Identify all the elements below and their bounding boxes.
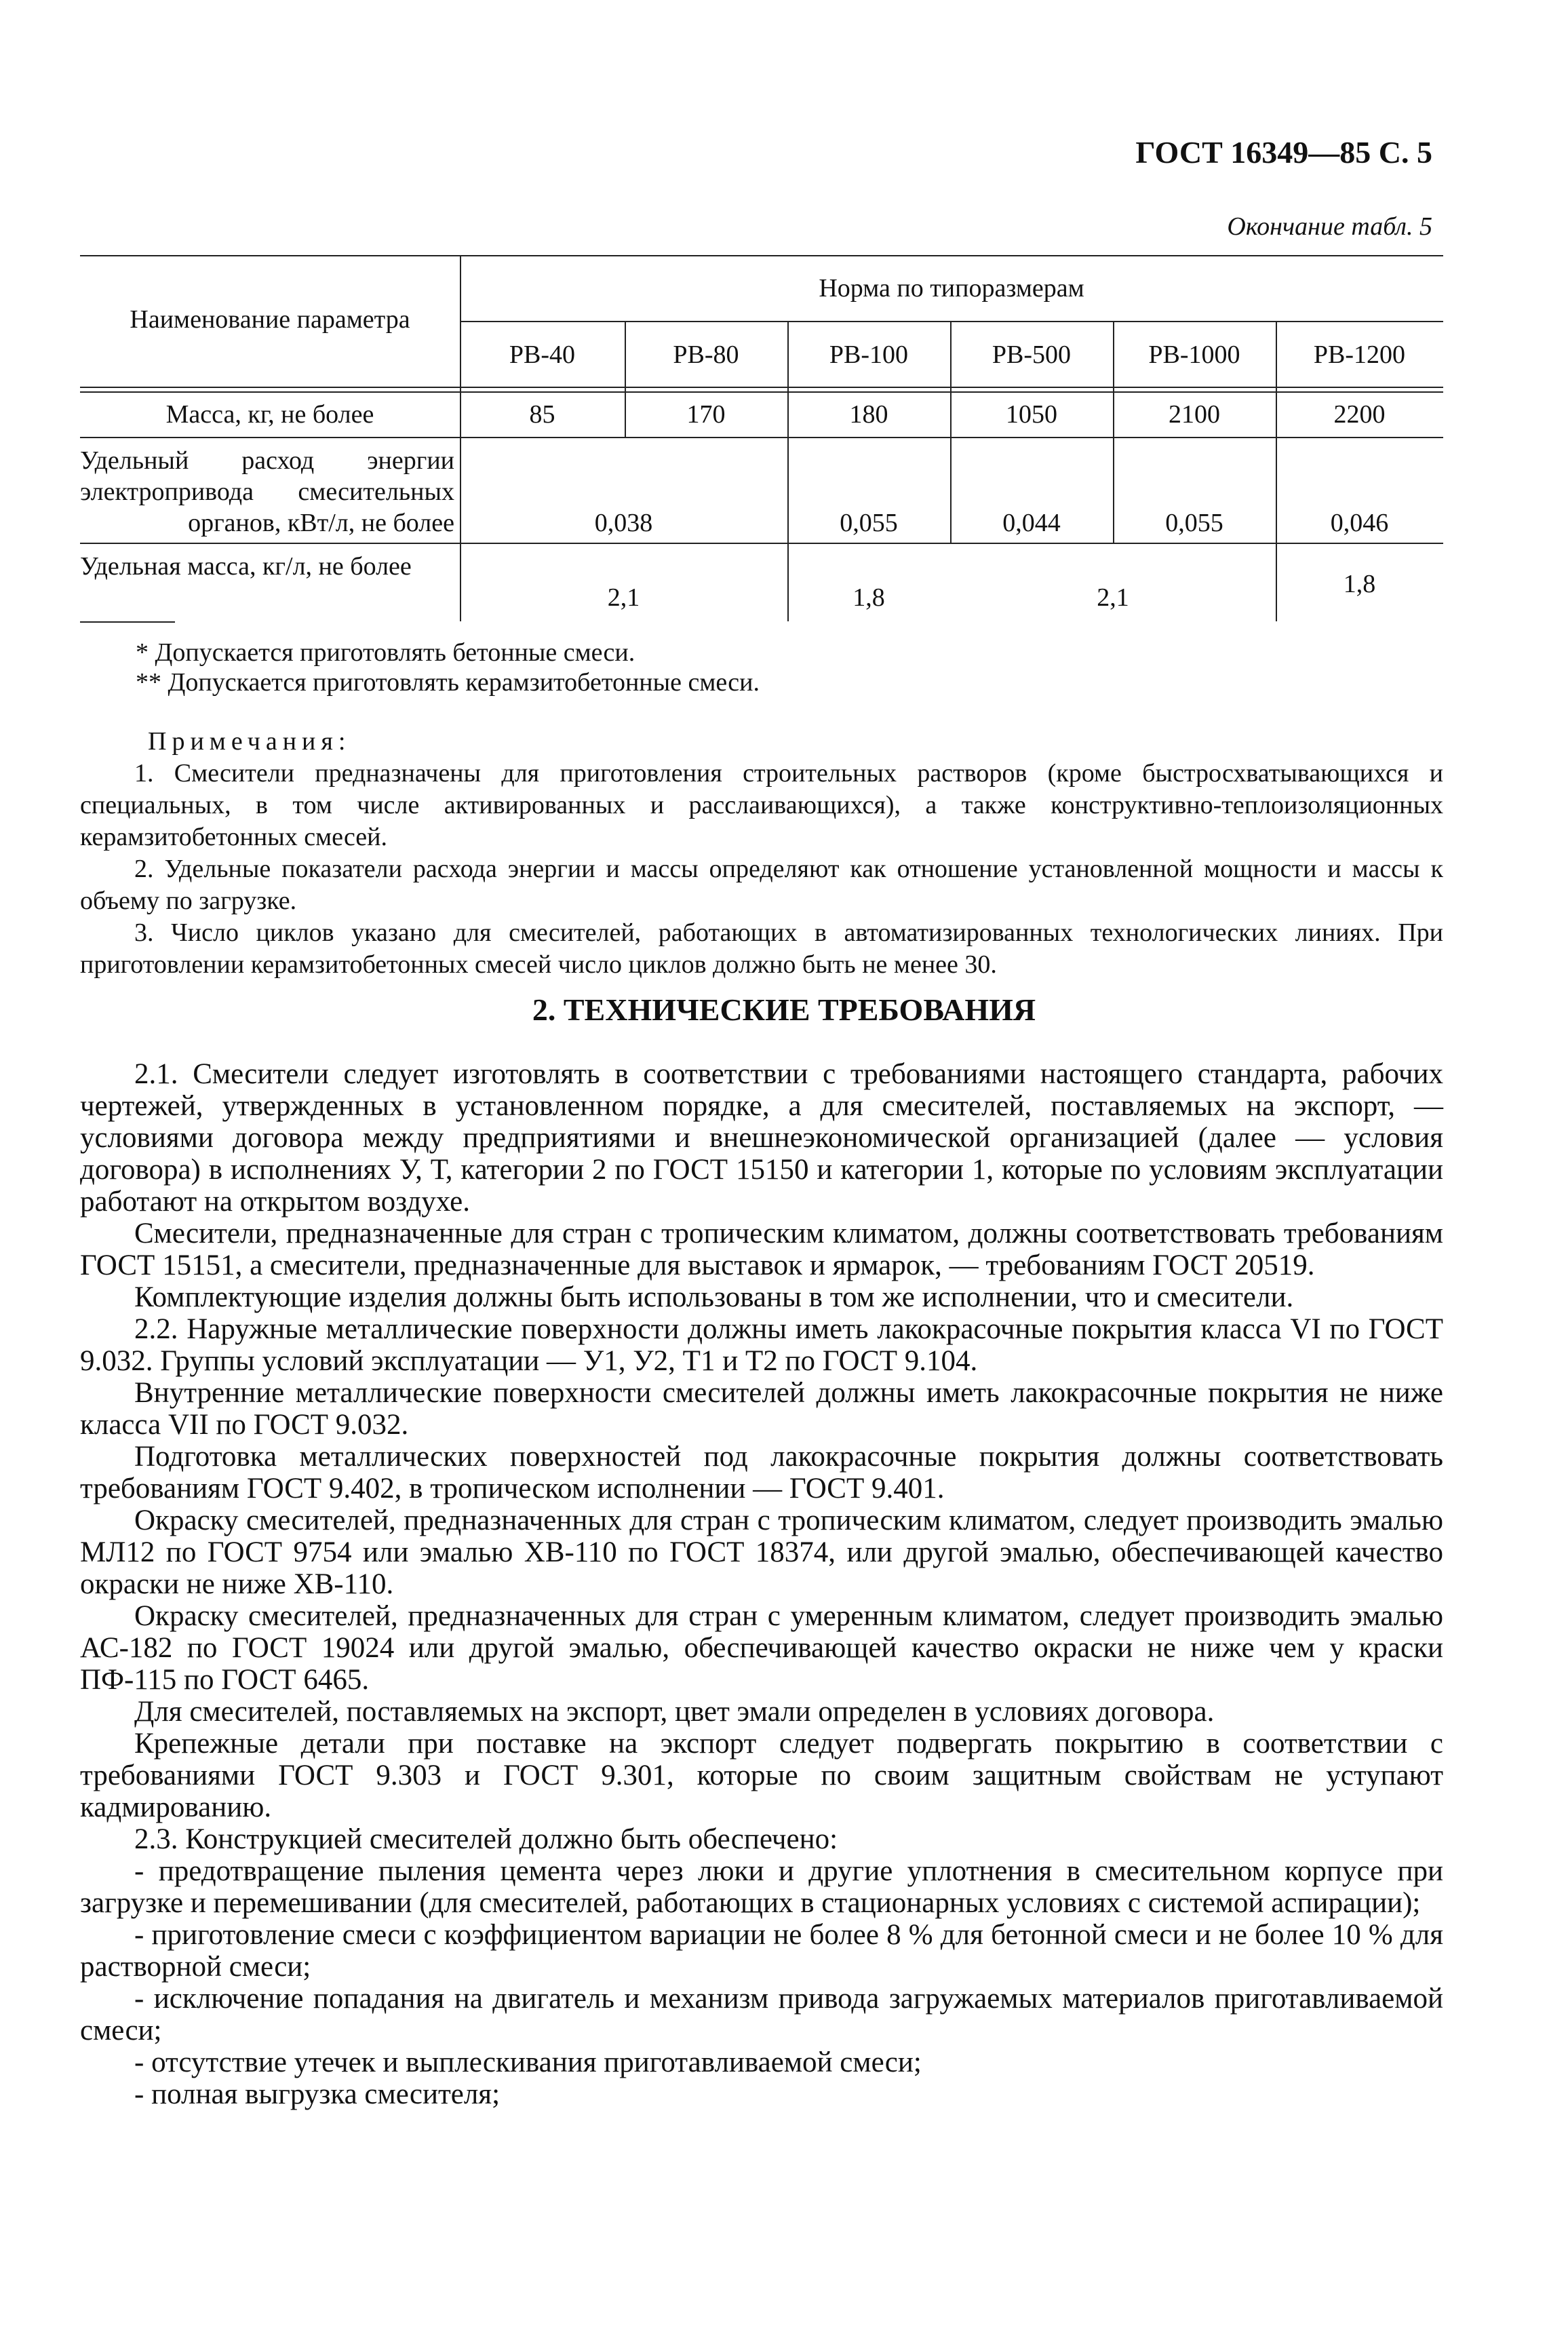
size-header: РВ-500 [992,341,1072,369]
param-header: Наименование параметра [130,305,410,334]
note-item: 1. Смесители предназначены для приготовления строительных растворов (кроме быстросхватывающихся и специальных, в том числе активированных и расслаивающихся), а также конструктивно-теплоизоляционных керамзитобетонных смесей. [80,759,1443,851]
table-cell: 85 [529,400,555,429]
size-header: РВ-80 [673,341,739,369]
parameters-table [80,255,1443,621]
paragraph: 2.1. Смесители следует изготовлять в соответствии с требованиями настоящего стандарта, рабочих чертежей, утвержденных в установленном порядке, а для смесителей, поставляемых на экспорт, — условиями договора между предприятиями и внешнеэкономической организацией (далее — условия договора) в исполнениях У, Т, категории 2 по ГОСТ 15150 и категории 1, которые по условиям эксплуатации работают на открытом воздухе. [80,1058,1443,1218]
table-cell: 0,046 [1330,509,1389,537]
table-cell: 2100 [1169,400,1220,429]
note-item: 2. Удельные показатели расхода энергии и массы определяют как отношение установленной мощности и массы к объему по загрузке. [80,855,1443,915]
table-cell: 1,8 [1343,570,1376,598]
row-label: Удельная масса, кг/л, не более [80,552,412,581]
paragraph: Окраску смесителей, предназначенных для стран с умеренным климатом, следует производить эмалью АС-182 по ГОСТ 19024 или другой эмалью, обеспечивающей качество окраски не ниже чем у краски ПФ-115 по ГОСТ 6465. [80,1600,1443,1696]
norm-header: Норма по типоразмерам [819,274,1084,303]
table-cell: 170 [686,400,726,429]
table-caption: Окончание табл. 5 [1227,212,1432,241]
table-cell: 0,044 [1002,509,1061,537]
paragraph: Подготовка металлических поверхностей под лакокрасочные покрытия должны соответствовать требованиям ГОСТ 9.402, в тропическом исполнении — ГОСТ 9.401. [80,1441,1443,1504]
table-cell: 1050 [1006,400,1057,429]
paragraph: Комплектующие изделия должны быть использованы в том же исполнении, что и смесители. [134,1281,1294,1313]
paragraph: 2.2. Наружные металлические поверхности должны иметь лакокрасочные покрытия класса VI по ГОСТ 9.032. Группы условий эксплуатации — У1, У2, Т1 и Т2 по ГОСТ 9.104. [80,1313,1443,1377]
table-cell: 2,1 [1097,583,1129,612]
standard-code: ГОСТ 16349—85 С. 5 [1135,135,1432,170]
list-item: - предотвращение пыления цемента через люки и другие уплотнения в смесительном корпусе при загрузке и перемешивании (для смесителей, работающих в стационарных условиях с системой аспирации); [80,1855,1443,1919]
footnote: ** Допускается приготовлять керамзитобетонные смеси. [136,668,760,697]
list-item: - приготовление смеси с коэффициентом вариации не более 8 % для бетонной смеси и не более 10 % для растворной смеси; [80,1919,1443,1983]
table-cell: 180 [849,400,888,429]
note-item: 3. Число циклов указано для смесителей, работающих в автоматизированных технологических линиях. При приготовлении керамзитобетонных смесей число циклов должно быть не менее 30. [80,918,1443,979]
size-header: РВ-40 [509,341,576,369]
paragraph: Для смесителей, поставляемых на экспорт, цвет эмали определен в условиях договора. [134,1696,1215,1728]
table-cell: 2200 [1333,400,1386,429]
paragraph: Смесители, предназначенные для стран с тропическим климатом, должны соответствовать требованиям ГОСТ 15151, а смесители, предназначенные для выставок и ярмарок, — требованиям ГОСТ 20519. [80,1218,1443,1281]
row-label: Удельный расход энергии электропривода смесительных органов, кВт/л, не более [80,446,454,537]
table-cell: 0,038 [594,509,653,537]
table-cell: 1,8 [852,583,885,612]
paragraph: Внутренние металлические поверхности смесителей должны иметь лакокрасочные покрытия не ниже класса VII по ГОСТ 9.032. [80,1377,1443,1441]
row-label: Масса, кг, не более [165,400,374,429]
table-cell: 0,055 [1165,509,1223,537]
footnote: * Допускается приготовлять бетонные смеси. [136,638,635,667]
list-item: - исключение попадания на двигатель и механизм привода загружаемых материалов приготавливаемой смеси; [80,1983,1443,2046]
section-body [80,1058,1443,2110]
list-item: - полная выгрузка смесителя; [134,2078,501,2110]
table-cell: 2,1 [607,583,640,612]
size-header: РВ-100 [829,341,909,369]
notes-title: Примечания: [148,727,351,756]
paragraph: 2.3. Конструкцией смесителей должно быть обеспечено: [134,1823,838,1855]
paragraph: Окраску смесителей, предназначенных для стран с тропическим климатом, следует производить эмалью МЛ12 по ГОСТ 9754 или эмалью ХВ-110 по ГОСТ 18374, или другой эмалью, обеспечивающей качество окраски не ниже ХВ-110. [80,1504,1443,1600]
list-item: - отсутствие утечек и выплескивания приготавливаемой смеси; [134,2046,922,2078]
paragraph: Крепежные детали при поставке на экспорт следует подвергать покрытию в соответствии с требованиями ГОСТ 9.303 и ГОСТ 9.301, которые по своим защитным свойствам не уступают кадмированию. [80,1728,1443,1823]
notes-block [80,726,1443,981]
size-header: РВ-1200 [1313,341,1406,369]
size-header: РВ-1000 [1148,341,1240,369]
section-title: 2. ТЕХНИЧЕСКИЕ ТРЕБОВАНИЯ [532,992,1036,1027]
table-cell: 0,055 [840,509,898,537]
